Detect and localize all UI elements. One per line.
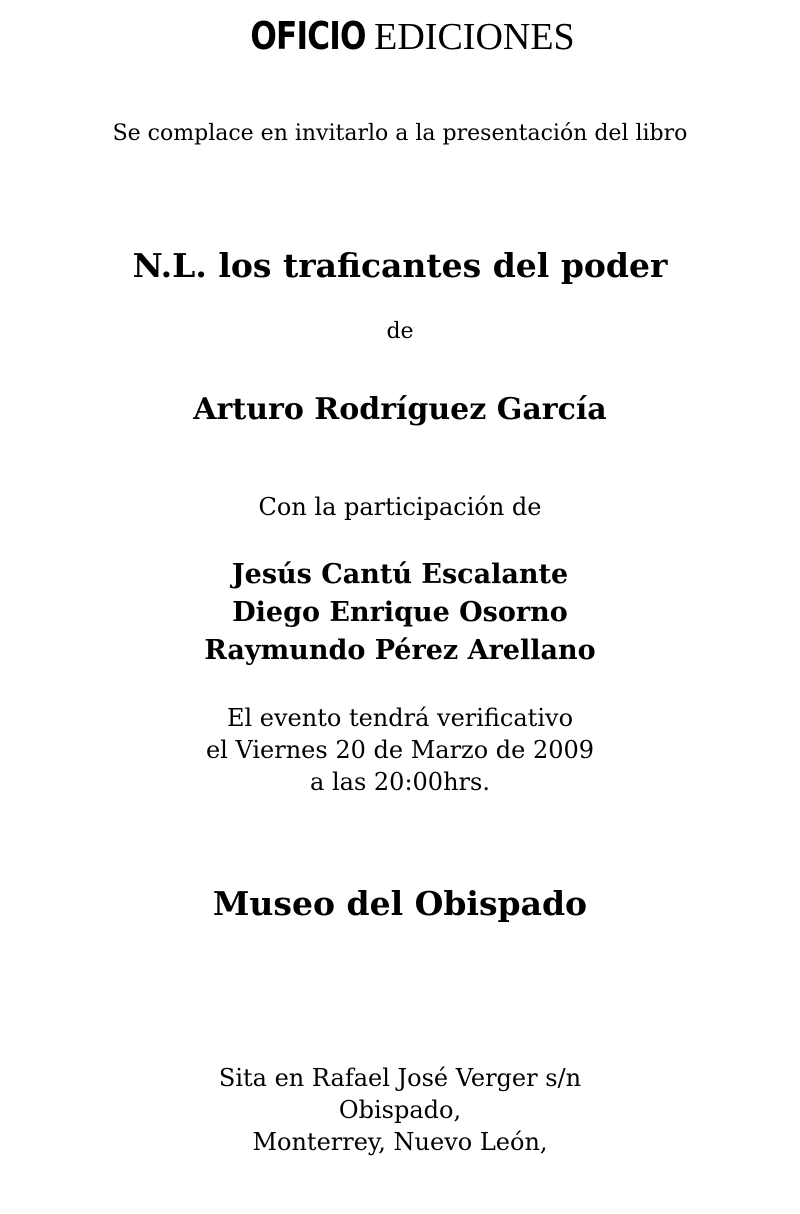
address-line: Obispado,	[338, 1096, 462, 1124]
invitation-intro: Se complace en invitarlo a la presentación del libro	[112, 121, 688, 146]
event-line: El evento tendrá verificativo	[226, 704, 574, 732]
participant-name: Raymundo Pérez Arellano	[204, 635, 596, 666]
publisher-logo	[0, 8, 800, 65]
participant-name: Diego Enrique Osorno	[232, 597, 568, 628]
address-line: Sita en Rafael José Verger s/n	[218, 1064, 582, 1092]
address-line: Monterrey, Nuevo León,	[252, 1128, 548, 1156]
participation-label: Con la participación de	[258, 493, 542, 521]
logo-brand-bold: OFICIO	[250, 14, 367, 58]
event-time: a las 20:00hrs.	[310, 768, 490, 796]
venue-name: Museo del Obispado	[212, 884, 588, 923]
by-label: de	[386, 319, 414, 344]
author-name: Arturo Rodríguez García	[193, 392, 607, 427]
book-title: N.L. los traficantes del poder	[132, 246, 668, 285]
event-date: el Viernes 20 de Marzo de 2009	[205, 736, 595, 764]
participants-list	[0, 556, 800, 670]
venue-address	[0, 1062, 800, 1158]
event-details	[0, 702, 800, 798]
participant-name: Jesús Cantú Escalante	[231, 559, 569, 590]
logo-brand-rest: EDICIONES	[374, 16, 575, 58]
